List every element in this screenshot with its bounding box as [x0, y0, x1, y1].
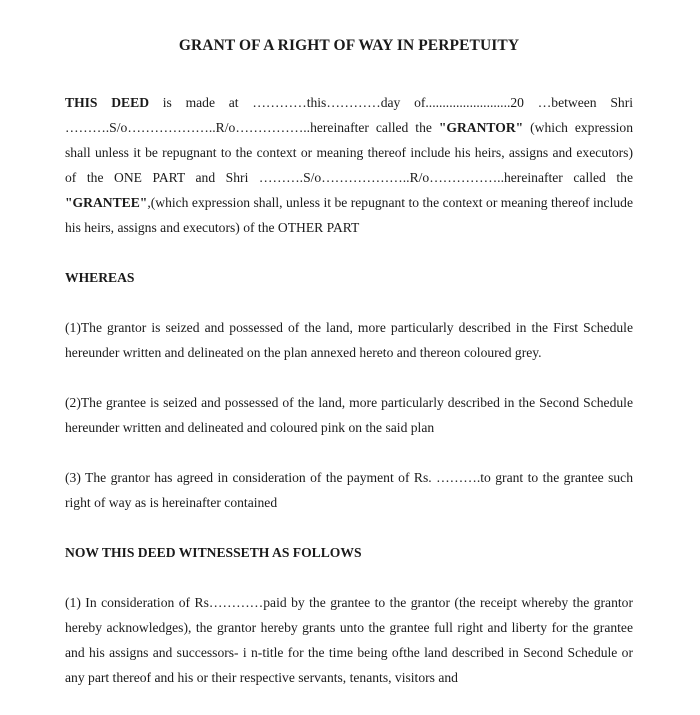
document-page [65, 36, 633, 715]
intro-text-2: (which expression shall unless it be repugnant to the context or meaning thereof include his heirs, assigns and executors) of the ONE PART and Shri ……….S/o………………..R/o……………..hereinafter called the [65, 120, 633, 185]
witnesseth-item: (1) In consideration of Rs…………paid by the grantee to the grantor (the receipt whereby the grantor hereby acknowledges), the grantor hereby grants unto the grantee full right and liberty for the grantee and his assigns and successors- i n-title for the time being ofthe land described in Second Schedule or any part thereof and his or their respective servants, tenants, visitors and [65, 595, 633, 685]
grantee-label: "GRANTEE" [65, 195, 148, 210]
whereas-item: (1)The grantor is seized and possessed of the land, more particularly described in the First Schedule hereunder written and delineated on the plan annexed hereto and thereon coloured grey. [65, 320, 633, 360]
this-deed-label: THIS DEED [65, 95, 150, 110]
document-title: GRANT OF A RIGHT OF WAY IN PERPETUITY [178, 37, 520, 54]
whereas-heading: WHEREAS [65, 270, 135, 285]
intro-text-3: ,(which expression shall, unless it be repugnant to the context or meaning thereof include his heirs, assigns and executors) of the OTHER PART [65, 195, 633, 235]
whereas-item: (2)The grantee is seized and possessed of the land, more particularly described in the Second Schedule hereunder written and delineated and coloured pink on the said plan [65, 395, 633, 435]
grantor-label: "GRANTOR" [438, 120, 524, 135]
intro-text-1: is made at …………this…………day of.........................20 …between Shri ……….S/o………………..R/o……………..hereinafter called the [65, 95, 633, 135]
intro-paragraph [65, 90, 633, 240]
whereas-item: (3) The grantor has agreed in consideration of the payment of Rs. ……….to grant to the grantee such right of way as is hereinafter contained [65, 470, 633, 510]
witnesseth-heading: NOW THIS DEED WITNESSETH AS FOLLOWS [65, 545, 362, 560]
